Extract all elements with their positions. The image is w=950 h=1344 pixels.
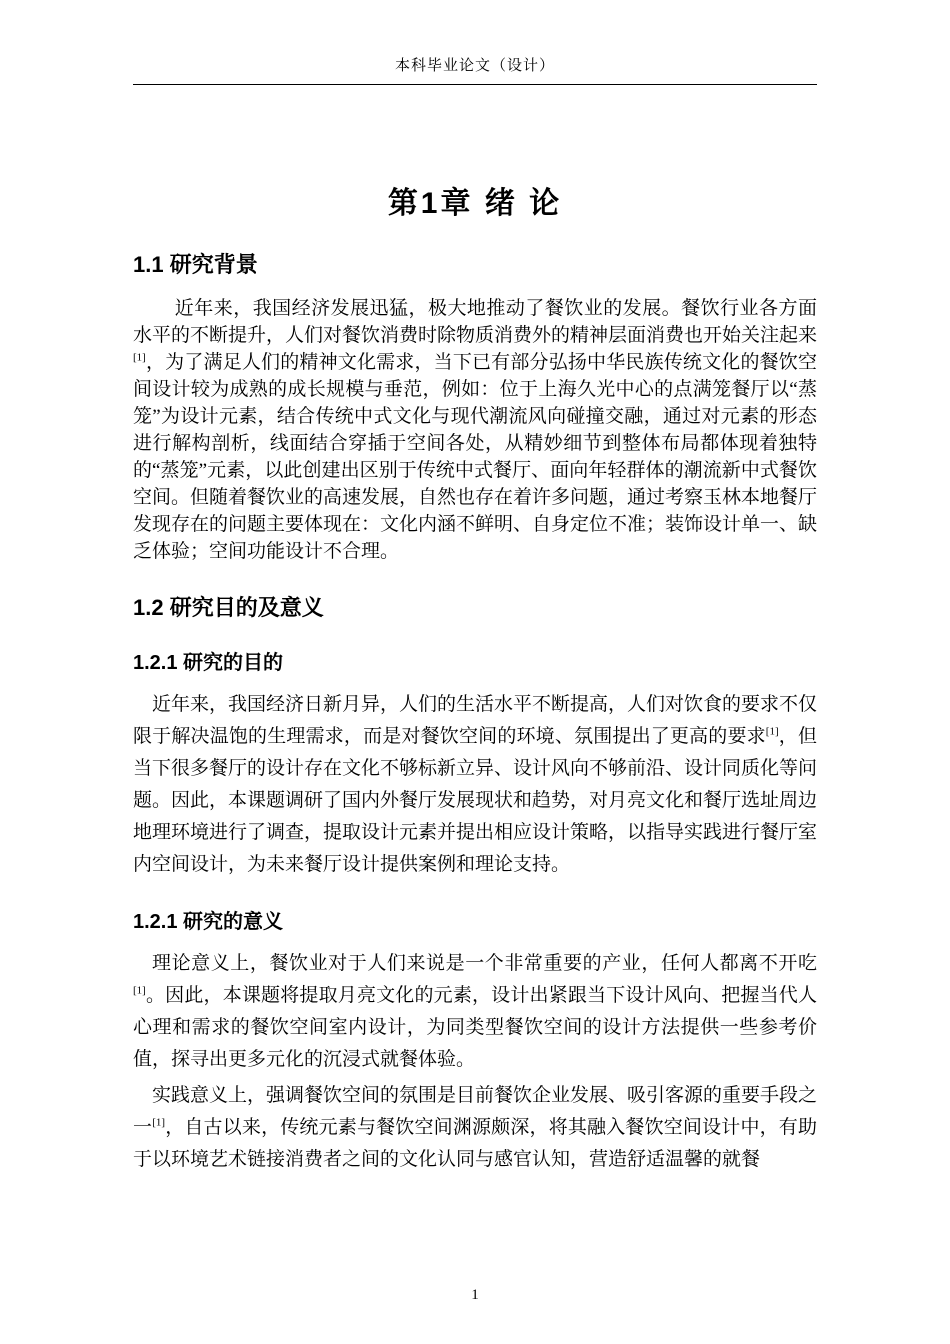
text-segment: 。因此，本课题将提取月亮文化的元素，设计出紧跟当下设计风向、把握当代人心理和需求的餐饮空间室内设计，为同类型餐饮空间的设计方法提供一些参考价值，探寻出更多元化的沉浸式就餐体验。 [133, 985, 817, 1070]
section-1-2-heading: 1.2 研究目的及意义 [133, 595, 324, 620]
text-segment: ，自古以来，传统元素与餐饮空间渊源颇深，将其融入餐饮空间设计中，有助于以环境艺术链接消费者之间的文化认同与感官认知，营造舒适温馨的就餐 [133, 1117, 817, 1170]
chapter-title: 第1章 绪 论 [387, 187, 563, 220]
page-header [133, 54, 817, 85]
page-number: 1 [471, 1287, 479, 1303]
section-1-1-heading: 1.1 研究背景 [133, 252, 258, 277]
text-segment: 近年来，我国经济日新月异，人们的生活水平不断提高，人们对饮食的要求不仅限于解决温饱的生理需求，而是对餐饮空间的环境、氛围提出了更高的要求 [133, 694, 818, 747]
citation-superscript: [1] [765, 725, 779, 738]
document-content [133, 160, 817, 1180]
text-segment: 实践意义上，强调餐饮空间的氛围是目前餐饮企业发展、吸引客源的重要手段之一 [133, 1085, 818, 1138]
paragraph-research-background [133, 295, 817, 565]
subsection-1-2-1-purpose-heading: 1.2.1 研究的目的 [133, 652, 284, 674]
citation-superscript: [1] [133, 984, 146, 997]
subsection-1-2-1-significance-heading: 1.2.1 研究的意义 [133, 911, 284, 933]
citation-superscript: [1] [152, 1116, 166, 1129]
paragraph-theoretical-significance [133, 948, 817, 1076]
text-segment: 近年来，我国经济发展迅猛，极大地推动了餐饮业的发展。餐饮行业各方面水平的不断提升，人们对餐饮消费时除物质消费外的精神层面消费也开始关注起来 [133, 298, 818, 346]
text-segment: 理论意义上，餐饮业对于人们来说是一个非常重要的产业，任何人都离不开吃 [152, 953, 817, 974]
paragraph-practical-significance [133, 1080, 817, 1176]
text-segment: ，但当下很多餐厅的设计存在文化不够标新立异、设计风向不够前沿、设计同质化等问题。因此，本课题调研了国内外餐厅发展现状和趋势，对月亮文化和餐厅选址周边地理环境进行了调查，提取设计元素并提出相应设计策略，以指导实践进行餐厅室内空间设计，为未来餐厅设计提供案例和理论支持。 [133, 726, 818, 875]
header-text: 本科毕业论文（设计） [394, 58, 555, 74]
citation-superscript: [1] [133, 351, 146, 364]
paragraph-research-purpose [133, 689, 817, 881]
text-segment: ，为了满足人们的精神文化需求，当下已有部分弘扬中华民族传统文化的餐饮空间设计较为成熟的成长规模与垂范，例如：位于上海久光中心的点满笼餐厅以“蒸笼”为设计元素，结合传统中式文化与现代潮流风向碰撞交融，通过对元素的形态进行解构剖析，线面结合穿插于空间各处，从精妙细节到整体布局都体现着独特的“蒸笼”元素，以此创建出区别于传统中式餐厅、面向年轻群体的潮流新中式餐饮空间。但随着餐饮业的高速发展，自然也存在着许多问题，通过考察玉林本地餐厅发现存在的问题主要体现在：文化内涵不鲜明、自身定位不准；装饰设计单一、缺乏体验；空间功能设计不合理。 [133, 352, 818, 562]
